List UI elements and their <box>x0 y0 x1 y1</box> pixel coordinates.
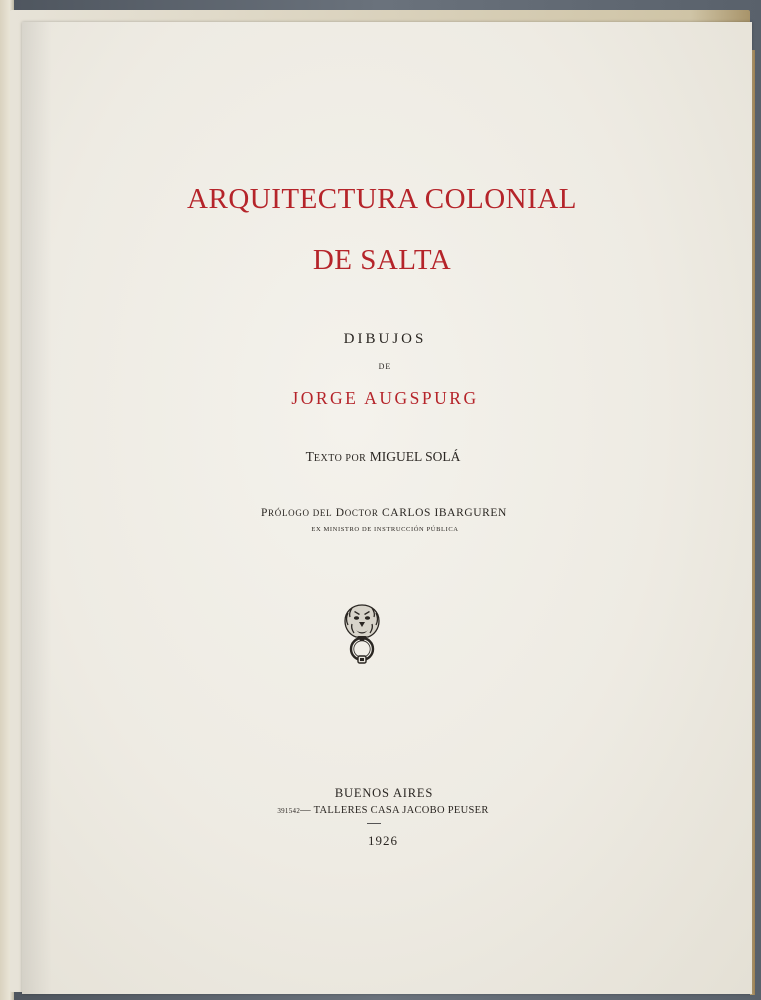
book-block <box>10 10 750 992</box>
prologue-label-rest: RÓLOGO DEL <box>268 508 333 518</box>
prologue-author-title: EX MINISTRO DE INSTRUCCIÓN PÚBLICA <box>311 526 459 533</box>
imprint-number: 391542 <box>277 807 301 815</box>
printer-name: — TALLERES CASA JACOBO PEUSER <box>300 805 489 816</box>
lion-door-knocker-icon <box>342 603 382 665</box>
artist-name: JORGE AUGSPURG <box>291 388 479 408</box>
publication-city: BUENOS AIRES <box>334 786 434 800</box>
text-author-name: MIGUEL SOLÁ <box>369 449 461 464</box>
drawings-label: DIBUJOS <box>343 331 427 347</box>
doctor-initial: D <box>335 507 345 519</box>
doctor-rest: OCTOR <box>344 508 379 518</box>
text-author-credit <box>18 449 748 465</box>
text-label-initial: T <box>305 449 314 464</box>
title-page <box>22 22 752 994</box>
book-title-line-1: ARQUITECTURA COLONIAL <box>187 183 577 215</box>
printer-imprint <box>18 805 748 816</box>
prologue-credit <box>19 507 749 519</box>
book-title-line-2: DE SALTA <box>312 244 452 276</box>
imprint-divider <box>367 823 381 824</box>
de-connector: DE <box>378 362 392 371</box>
publication-year: 1926 <box>368 833 398 848</box>
prologue-label-initial: P <box>261 507 269 519</box>
prologue-author-name: CARLOS IBARGUREN <box>382 507 507 519</box>
text-label-rest: EXTO POR <box>313 453 367 464</box>
